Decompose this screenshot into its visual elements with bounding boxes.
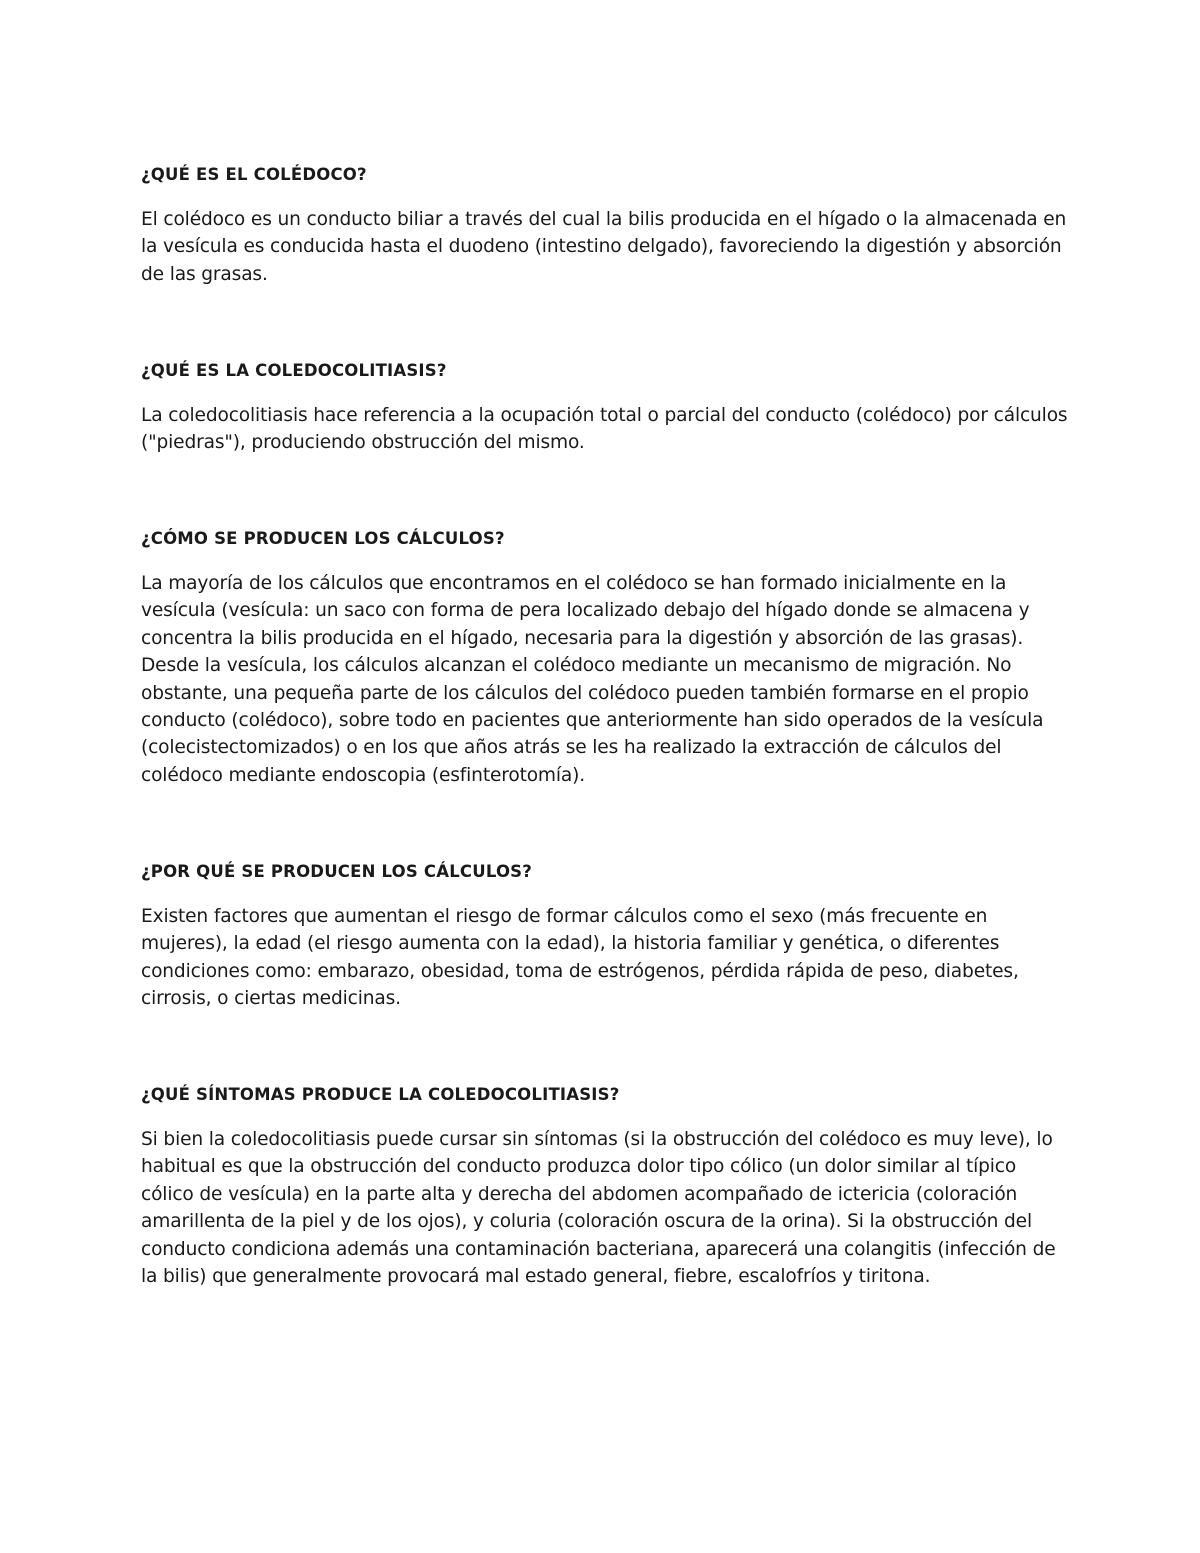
section-heading: ¿QUÉ ES LA COLEDOCOLITIASIS?: [141, 361, 447, 380]
section-heading: ¿QUÉ SÍNTOMAS PRODUCE LA COLEDOCOLITIASIS?: [141, 1085, 620, 1104]
section-que-es-la-coledocolitiasis: [141, 360, 1071, 457]
section-body: La mayoría de los cálculos que encontramos en el colédoco se han formado inicialmente en la vesícula (vesícula: un saco con forma de pera localizado debajo del hígado donde se almacena y concentra la bilis producida en el hígado, necesaria para la digestión y absorción de las grasas). Desde la vesícula, los cálculos alcanzan el colédoco mediante un mecanismo de migración. No obstante, una pequeña parte de los cálculos del colédoco pueden también formarse en el propio conducto (colédoco), sobre todo en pacientes que anteriormente han sido operados de la vesícula (colecistectomizados) o en los que años atrás se les ha realizado la extracción de cálculos del colédoco mediante endoscopia (esfinterotomía).: [141, 573, 1044, 786]
section-heading: ¿CÓMO SE PRODUCEN LOS CÁLCULOS?: [141, 529, 505, 548]
section-como-se-producen: [141, 528, 1071, 789]
section-body: El colédoco es un conducto biliar a través del cual la bilis producida en el hígado o la almacenada en la vesícula es conducida hasta el duodeno (intestino delgado), favoreciendo la digestión y absorción de las grasas.: [141, 209, 1067, 285]
section-body: Existen factores que aumentan el riesgo de formar cálculos como el sexo (más frecuente en mujeres), la edad (el riesgo aumenta con la edad), la historia familiar y genética, o diferentes condiciones como: embarazo, obesidad, toma de estrógenos, pérdida rápida de peso, diabetes, cirrosis, o ciertas medicinas.: [141, 906, 1019, 1010]
section-que-es-el-coledoco: [141, 164, 1071, 288]
section-heading: ¿QUÉ ES EL COLÉDOCO?: [141, 165, 367, 184]
section-sintomas: [141, 1084, 1071, 1290]
section-body: Si bien la coledocolitiasis puede cursar sin síntomas (si la obstrucción del colédoco es muy leve), lo habitual es que la obstrucción del conducto produzca dolor tipo cólico (un dolor similar al típico cólico de vesícula) en la parte alta y derecha del abdomen acompañado de ictericia (coloración amarillenta de la piel y de los ojos), y coluria (coloración oscura de la orina). Si la obstrucción del conducto condiciona además una contaminación bacteriana, aparecerá una colangitis (infección de la bilis) que generalmente provocará mal estado general, fiebre, escalofríos y tiritona.: [141, 1129, 1056, 1288]
section-por-que-se-producen: [141, 861, 1071, 1013]
section-body: La coledocolitiasis hace referencia a la ocupación total o parcial del conducto (colédoco) por cálculos ("piedras"), produciendo obstrucción del mismo.: [141, 405, 1068, 454]
section-heading: ¿POR QUÉ SE PRODUCEN LOS CÁLCULOS?: [141, 862, 533, 881]
